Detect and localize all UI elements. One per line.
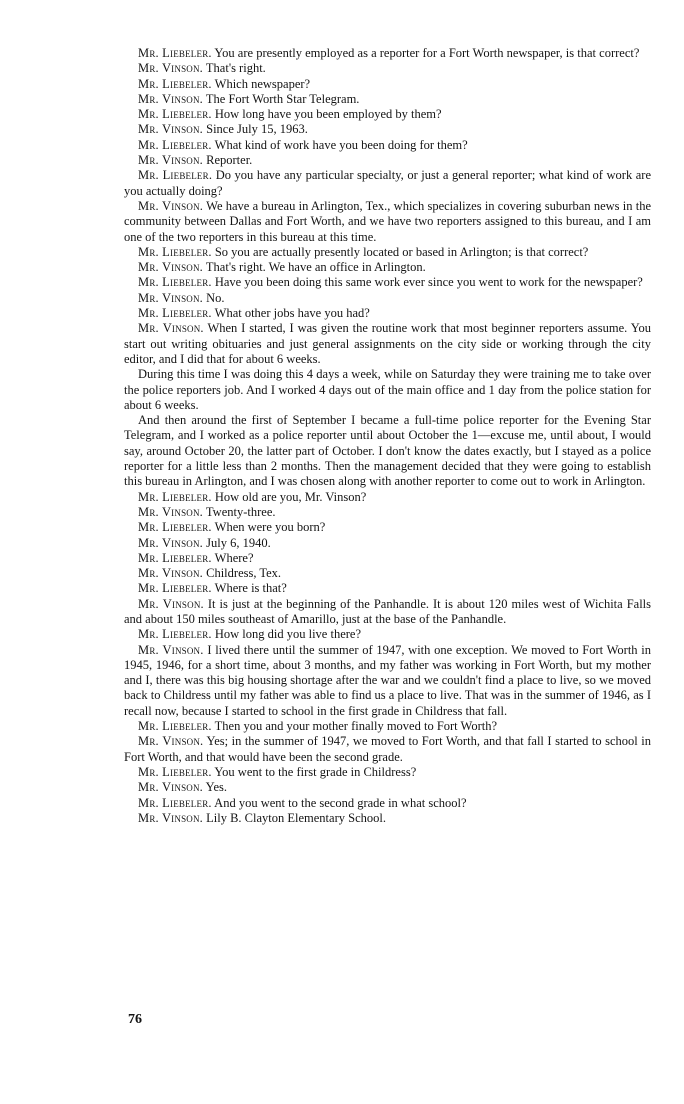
transcript-paragraph — [124, 413, 651, 489]
transcript-paragraph — [124, 46, 651, 61]
speaker-name: Mr. Vinson. — [138, 198, 204, 213]
transcript-paragraph — [124, 581, 651, 596]
transcript-paragraph — [124, 734, 651, 765]
transcript-paragraph — [124, 107, 651, 122]
speaker-name: Mr. Vinson. — [138, 290, 203, 305]
speaker-name: Mr. Vinson. — [138, 734, 204, 749]
speaker-name: Mr. Vinson. — [138, 810, 203, 825]
speech-text: Twenty-three. — [205, 504, 276, 519]
speech-text: Yes; in the summer of 1947, we moved to Fort Worth, and that fall I started to school in Fort Worth, and that would have been the second grade. — [124, 734, 651, 764]
speech-text: When were you born? — [214, 520, 326, 535]
speech-text: That's right. We have an office in Arlington. — [205, 260, 426, 275]
speech-text: Where? — [214, 550, 254, 565]
speaker-name: Mr. Vinson. — [138, 535, 203, 550]
transcript-paragraph — [124, 321, 651, 367]
speaker-name: Mr. Vinson. — [138, 642, 204, 657]
speech-text: How old are you, Mr. Vinson? — [214, 489, 367, 504]
speech-text: Do you have any particular specialty, or just a general reporter; what kind of work are you actually doing? — [124, 168, 652, 198]
transcript-paragraph — [124, 168, 651, 199]
speaker-name: Mr. Vinson. — [138, 122, 203, 137]
speech-text: Where is that? — [214, 581, 287, 596]
transcript-paragraph — [124, 199, 651, 245]
speech-text: That's right. — [205, 61, 266, 76]
transcript-paragraph — [124, 490, 651, 505]
speaker-name: Mr. Vinson. — [138, 61, 203, 76]
speaker-name: Mr. Liebeler. — [138, 76, 212, 91]
speech-text: We have a bureau in Arlington, Tex., which specializes in covering suburban news in the community between Dallas and Fort Worth, and we have two reporters assigned to this bureau, and I am one of the two reporters in this bureau at this time. — [124, 198, 652, 244]
transcript-paragraph — [124, 122, 651, 137]
speech-text: Lily B. Clayton Elementary School. — [206, 810, 386, 825]
speaker-name: Mr. Vinson. — [138, 153, 203, 168]
speaker-name: Mr. Liebeler. — [138, 46, 212, 60]
speech-text: And then around the first of September I became a full-time police reporter for the Evening Star Telegram, and I worked as a police reporter until about October the 1—excuse me, until about, I would say, around October 20, the latter part of October. I don't know the dates exactly, but I stayed as a police reporter for a little less than 2 months. Then the management decided that they were going to establish this bureau in Arlington, and I was chosen along with another reporter to come out to work in Arlington. — [124, 413, 651, 489]
speech-text: When I started, I was given the routine work that most beginner reporters assume. You start out writing obituaries and just general assignments on the city side or working through the city editor, and I did that for about 6 weeks. — [124, 321, 652, 366]
speaker-name: Mr. Vinson. — [138, 596, 204, 611]
speech-text: Then you and your mother finally moved to Fort Worth? — [214, 719, 498, 734]
speech-text: You went to the first grade in Childress? — [214, 764, 417, 779]
speech-text: Since July 15, 1963. — [206, 122, 308, 137]
speaker-name: Mr. Liebeler. — [138, 168, 213, 183]
speech-text: You are presently employed as a reporter for a Fort Worth newspaper, is that correct? — [214, 46, 640, 60]
transcript-paragraph — [124, 138, 651, 153]
speech-text: Reporter. — [206, 153, 253, 168]
speaker-name: Mr. Liebeler. — [138, 764, 212, 779]
speech-text: During this time I was doing this 4 days a week, while on Saturday they were training me to take over the police reporters job. And I worked 4 days out of the main office and 1 day from the police station for about 6 weeks. — [124, 367, 651, 412]
transcript-paragraph — [124, 260, 651, 275]
speech-text: July 6, 1940. — [206, 535, 271, 550]
speech-text: How long have you been employed by them? — [214, 107, 442, 122]
transcript-paragraph — [124, 780, 651, 795]
speech-text: No. — [206, 290, 225, 305]
transcript-paragraph — [124, 77, 651, 92]
transcript-paragraph — [124, 566, 651, 581]
speech-text: And you went to the second grade in what school? — [214, 795, 467, 810]
speaker-name: Mr. Vinson. — [138, 321, 204, 336]
speaker-name: Mr. Liebeler. — [138, 795, 212, 810]
transcript-paragraph — [124, 536, 651, 551]
transcript-paragraph — [124, 367, 651, 413]
page-number: 76 — [128, 1012, 142, 1027]
speech-text: What kind of work have you been doing for them? — [214, 137, 468, 152]
speaker-name: Mr. Vinson. — [138, 780, 203, 795]
transcript-paragraph — [124, 505, 651, 520]
speaker-name: Mr. Liebeler. — [138, 244, 212, 259]
speaker-name: Mr. Liebeler. — [138, 306, 212, 321]
speaker-name: Mr. Liebeler. — [138, 489, 212, 504]
speech-text: Childress, Tex. — [206, 566, 282, 581]
transcript-paragraph — [124, 765, 651, 780]
speech-text: What other jobs have you had? — [214, 306, 370, 321]
speech-text: How long did you live there? — [214, 627, 362, 642]
speech-text: Yes. — [205, 780, 227, 795]
speaker-name: Mr. Liebeler. — [138, 137, 212, 152]
speaker-name: Mr. Liebeler. — [138, 275, 212, 290]
speech-text: Which newspaper? — [214, 76, 311, 91]
transcript-paragraph — [124, 597, 651, 628]
speaker-name: Mr. Liebeler. — [138, 107, 212, 122]
transcript-paragraph — [124, 245, 651, 260]
speaker-name: Mr. Vinson. — [138, 504, 203, 519]
speaker-name: Mr. Liebeler. — [138, 719, 212, 734]
transcript-paragraph — [124, 291, 651, 306]
transcript-paragraph — [124, 275, 651, 290]
transcript-page — [124, 46, 651, 826]
transcript-paragraph — [124, 796, 651, 811]
speaker-name: Mr. Vinson. — [138, 566, 203, 581]
speaker-name: Mr. Liebeler. — [138, 627, 212, 642]
speech-text: Have you been doing this same work ever since you went to work for the newspaper? — [214, 275, 643, 290]
transcript-paragraph — [124, 719, 651, 734]
transcript-paragraph — [124, 61, 651, 76]
transcript-paragraph — [124, 551, 651, 566]
speaker-name: Mr. Liebeler. — [138, 581, 212, 596]
transcript-paragraph — [124, 92, 651, 107]
speaker-name: Mr. Vinson. — [138, 91, 203, 106]
transcript-paragraph — [124, 520, 651, 535]
transcript-paragraph — [124, 811, 651, 826]
transcript-paragraph — [124, 643, 651, 719]
speech-text: The Fort Worth Star Telegram. — [205, 91, 360, 106]
speaker-name: Mr. Vinson. — [138, 260, 203, 275]
speaker-name: Mr. Liebeler. — [138, 520, 212, 535]
speech-text: So you are actually presently located or based in Arlington; is that correct? — [214, 244, 589, 259]
transcript-paragraph — [124, 306, 651, 321]
speaker-name: Mr. Liebeler. — [138, 550, 212, 565]
speech-text: It is just at the beginning of the Panhandle. It is about 120 miles west of Wichita Falls and about 150 miles southeast of Amarillo, just at the base of the Panhandle. — [124, 596, 652, 626]
transcript-paragraph — [124, 153, 651, 168]
speech-text: I lived there until the summer of 1947, with one exception. We moved to Fort Worth in 1945, 1946, for a short time, about 3 months, and my father was working in Fort Worth, but my mother and I, there was this big housing shortage after the war and we couldn't find a place to live, so we moved back to Childress until my father was able to find us a place to live. That was in the summer of 1946, as I recall now, because I started to school in the first grade in Childress that fall. — [124, 642, 651, 718]
transcript-paragraph — [124, 627, 651, 642]
